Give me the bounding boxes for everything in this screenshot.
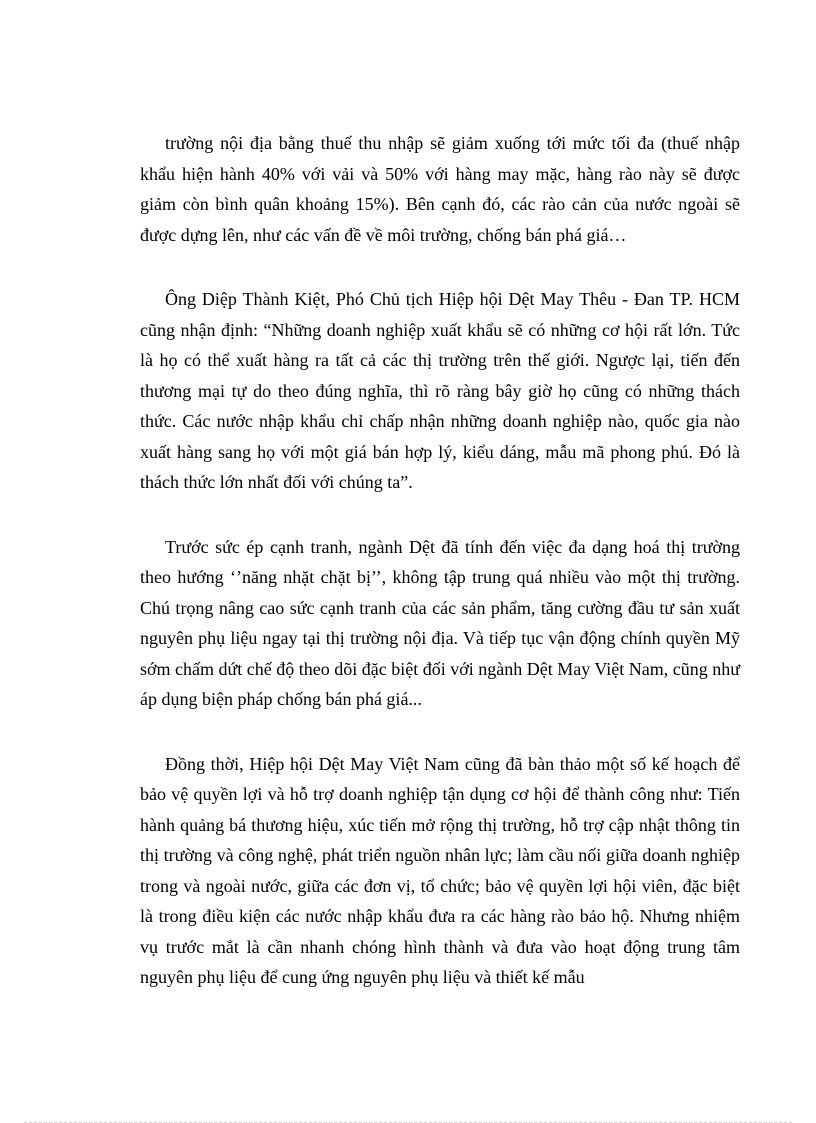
paragraph-2: Ông Diệp Thành Kiệt, Phó Chủ tịch Hiệp hội Dệt May Thêu - Đan TP. HCM cũng nhận định: “Những doanh nghiệp xuất khẩu sẽ có những cơ hội rất lớn. Tức là họ có thể xuất hàng ra tất cả các thị trường trên thế giới. Ngược lại, tiến đến thương mại tự do theo đúng nghĩa, thì rõ ràng bây giờ họ cũng có những thách thức. Các nước nhập khẩu chỉ chấp nhận những doanh nghiệp nào, quốc gia nào xuất hàng sang họ với một giá bán hợp lý, kiểu dáng, mẫu mã phong phú. Đó là thách thức lớn nhất đối với chúng ta”. [140,289,740,492]
document-body [140,128,740,1027]
paragraph-1: trường nội địa bằng thuế thu nhập sẽ giảm xuống tới mức tối đa (thuế nhập khẩu hiện hành 40% với vải và 50% với hàng may mặc, hàng rào này sẽ được giảm còn bình quân khoảng 15%). Bên cạnh đó, các rào cản của nước ngoài sẽ được dựng lên, như các vấn đề về môi trường, chống bán phá giá… [140,133,740,245]
paragraph-3: Trước sức ép cạnh tranh, ngành Dệt đã tính đến việc đa dạng hoá thị trường theo hướng ‘’năng nhặt chặt bị’’, không tập trung quá nhiều vào một thị trường. Chú trọng nâng cao sức cạnh tranh của các sản phẩm, tăng cường đầu tư sản xuất nguyên phụ liệu ngay tại thị trường nội địa. Và tiếp tục vận động chính quyền Mỹ sớm chấm dứt chế độ theo dõi đặc biệt đối với ngành Dệt May Việt Nam, cũng như áp dụng biện pháp chống bán phá giá... [140,536,741,709]
paragraph-4: Đồng thời, Hiệp hội Dệt May Việt Nam cũng đã bàn thảo một số kế hoạch để bảo vệ quyền lợi và hỗ trợ doanh nghiệp tận dụng cơ hội để thành công như: Tiến hành quảng bá thương hiệu, xúc tiến mở rộng thị trường, hỗ trợ cập nhật thông tin thị trường và công nghệ, phát triển nguồn nhân lực; làm cầu nối giữa doanh nghiệp trong và ngoài nước, giữa các đơn vị, tổ chức; bảo vệ quyền lợi hội viên, đặc biệt là trong điều kiện các nước nhập khẩu đưa ra các hàng rào bảo hộ. Nhưng nhiệm vụ trước mắt là cần nhanh chóng hình thành và đưa vào hoạt động trung tâm nguyên phụ liệu để cung ứng nguyên phụ liệu và thiết kế mẫu [140,753,740,987]
